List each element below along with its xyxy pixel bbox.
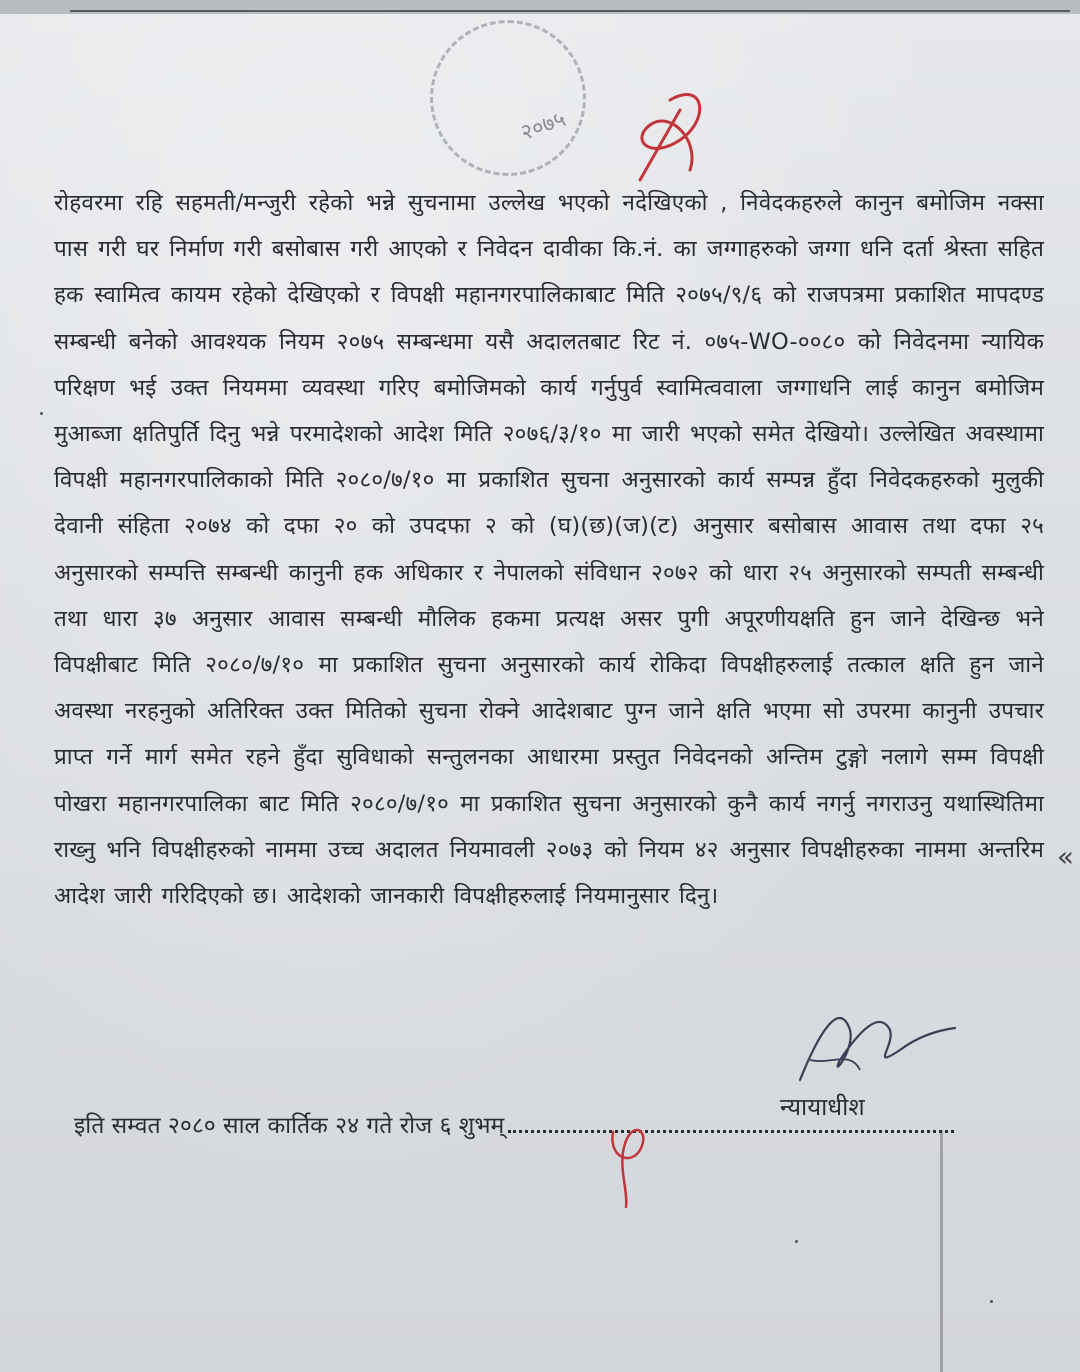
- initials-signature: [610, 80, 720, 190]
- order-paragraph: रोहवरमा रहि सहमती/मन्जुरी रहेको भन्ने सुचनामा उल्लेख भएको नदेखिएको , निवेदकहरुले कानुन बमोजिम नक्सा पास गरी घर निर्माण गरी बसोबास गरी आएको र निवेदन दावीका कि.नं. का जग्गाहरुको जग्गा धनि दर्ता श्रेस्ता सहित हक स्वामित्व कायम रहेको देखिएको र विपक्षी महानगरपालिकाबाट मिति २०७५/९/६ को राजपत्रमा प्रकाशित मापदण्ड सम्बन्धी बनेको आवश्यक नियम २०७५ सम्बन्धमा यसै अदालतबाट रिट नं. ०७५-WO-००८० को निवेदनमा न्यायिक परिक्षण भई उक्त नियममा व्यवस्था गरिए बमोजिमको कार्य गर्नुपुर्व स्वामित्ववाला जग्गाधनि लाई कानुन बमोजिम मुआब्जा क्षतिपुर्ति दिनु भन्ने परमादेशको आदेश मिति २०७६/३/१० मा जारी भएको समेत देखियो। उल्लेखित अवस्थामा विपक्षी महानगरपालिकाको मिति २०८०/७/१० मा प्रकाशित सुचना अनुसारको कार्य सम्पन्न हुँदा निवेदकहरुको मुलुकी देवानी संहिता २०७४ को दफा २० को उपदफा २ को (घ)(छ)(ज)(ट) अनुसार बसोबास आवास तथा दफा २५ अनुसारको सम्पत्ति सम्बन्धी कानुनी हक अधिकार र नेपालको संविधान २०७२ को धारा २५ अनुसारको सम्पती सम्बन्धी तथा धारा ३७ अनुसार आवास सम्बन्धी मौलिक हकमा प्रत्यक्ष असर पुगी अपूरणीयक्षति हुन जाने देखिन्छ भने विपक्षीबाट मिति २०८०/७/१० मा प्रकाशित सुचना अनुसारको कार्य रोकिदा विपक्षीहरुलाई तत्काल क्षति हुन जाने अवस्था नरहनुको अतिरिक्त उक्त मितिको सुचना रोक्ने आदेशबाट पुग्न जाने क्षति भएमा सो उपरमा कानुनी उपचार प्राप्त गर्ने मार्ग समेत रहने हुँदा सुविधाको सन्तुलनका आधारमा प्रस्तुत निवेदनको अन्तिम टुङ्गो नलागे सम्म विपक्षी पोखरा महानगरपालिका बाट मिति २०८०/७/१० मा प्रकाशित सुचना अनुसारको कुनै कार्य नगर्नु नगराउनु यथास्थितिमा राख्नु भनि विपक्षीहरुको नाममा उच्च अदालत नियमावली २०७३ को नियम ४२ अनुसार विपक्षीहरुका नाममा अन्तरिम आदेश जारी गरिदिएको छ। आदेशको जानकारी विपक्षीहरुलाई नियमानुसार दिनु।: [54, 190, 1044, 910]
- order-body: [54, 180, 1044, 919]
- closing-line: [74, 1108, 954, 1140]
- edge-arrow-mark: «: [1056, 840, 1074, 873]
- closing-dotted-line: [508, 1108, 954, 1133]
- paper-speck: [990, 1300, 993, 1303]
- judge-label: न्यायाधीश: [780, 1093, 865, 1121]
- paper-speck: [40, 412, 43, 415]
- closing-text: इति सम्वत २०८० साल कार्तिक २४ गते रोज ६ शुभम्: [74, 1113, 505, 1139]
- fold-edge: [940, 1130, 943, 1372]
- closing-signature: [598, 1112, 668, 1212]
- top-rule-line: [70, 10, 1070, 12]
- paper-speck: [795, 1240, 798, 1243]
- court-seal-stamp: [430, 20, 586, 176]
- stamp-number: २०७५: [517, 106, 570, 146]
